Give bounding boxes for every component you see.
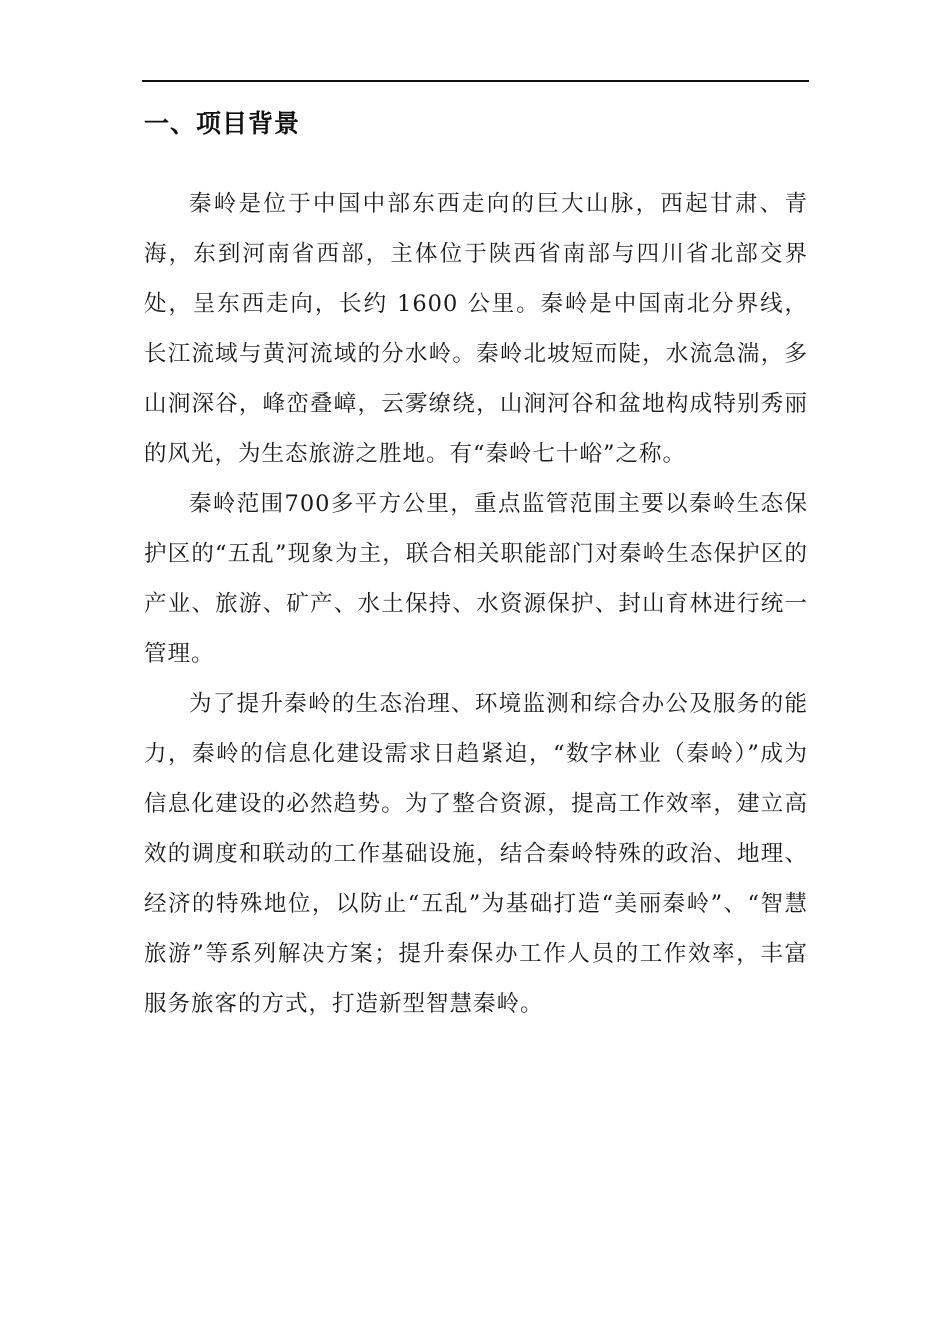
section-heading: 一、项目背景 bbox=[144, 109, 301, 138]
paragraph-informatization-need: 为了提升秦岭的生态治理、环境监测和综合办公及服务的能力，秦岭的信息化建设需求日趋紧迫，“数字林业（秦岭）”成为信息化建设的必然趋势。为了整合资源，提高工作效率，建立高效的调度和联动的工作基础设施，结合秦岭特殊的政治、地理、经济的特殊地位，以防止“五乱”为基础打造“美丽秦岭”、“智慧旅游”等系列解决方案；提升秦保办工作人员的工作效率，丰富服务旅客的方式，打造新型智慧秦岭。 bbox=[144, 691, 808, 1017]
body-text bbox=[144, 179, 808, 1029]
paragraph-supervision-scope: 秦岭范围700多平方公里，重点监管范围主要以秦岭生态保护区的“五乱”现象为主，联合相关职能部门对秦岭生态保护区的产业、旅游、矿产、水土保持、水资源保护、封山育林进行统一管理。 bbox=[144, 491, 808, 667]
header-rule bbox=[142, 80, 809, 82]
paragraph-qinling-overview: 秦岭是位于中国中部东西走向的巨大山脉，西起甘肃、青海，东到河南省西部，主体位于陕西省南部与四川省北部交界处，呈东西走向，长约 1600 公里。秦岭是中国南北分界线，长江流域与黄河流域的分水岭。秦岭北坡短而陡，水流急湍，多山涧深谷，峰峦叠嶂，云雾缭绕，山涧河谷和盆地构成特别秀丽的风光，为生态旅游之胜地。有“秦岭七十峪”之称。 bbox=[144, 191, 808, 467]
